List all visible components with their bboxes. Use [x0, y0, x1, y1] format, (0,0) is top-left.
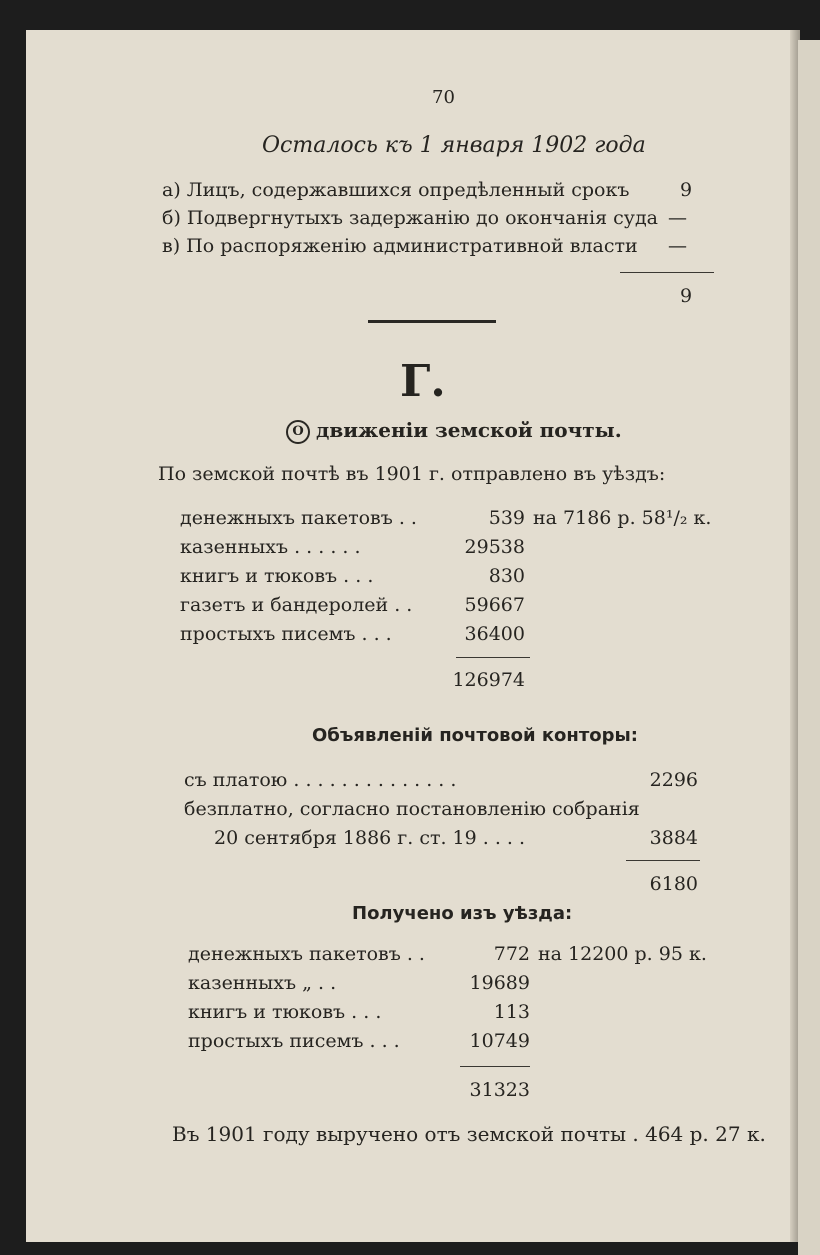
received-item-label: казенныхъ „ . .	[188, 972, 337, 994]
received-item-extra: на 12200 р. 95 к.	[538, 943, 707, 965]
remaining-value-c: —	[668, 235, 687, 257]
remaining-item-a: а) Лицъ, содержавшихся опредѣленный срокъ	[162, 179, 630, 201]
sent-item-label: книгъ и тюковъ . . .	[180, 565, 374, 587]
received-item-value: 19689	[469, 972, 530, 994]
section-title: движеніи земской почты.	[316, 418, 622, 442]
revenue-line: Въ 1901 году выручено отъ земской почты . 464 р. 27 к.	[172, 1122, 766, 1146]
ads-paid-label: съ платою . . . . . . . . . . . . . .	[184, 769, 457, 791]
received-title: Получено изъ уѣзда:	[352, 903, 573, 924]
remaining-sum-rule	[620, 272, 714, 273]
ads-sum-rule	[626, 860, 700, 861]
remaining-value-a: 9	[680, 179, 693, 201]
remaining-value-b: —	[668, 207, 687, 229]
remaining-total: 9	[680, 285, 693, 307]
section-letter: Г.	[400, 356, 446, 407]
sent-item-label: простыхъ писемъ . . .	[180, 623, 392, 645]
ads-total: 6180	[649, 873, 698, 895]
sent-sum-rule	[456, 657, 530, 658]
received-sum-rule	[460, 1066, 530, 1067]
page-number: 70	[432, 87, 455, 108]
received-item-label: денежныхъ пакетовъ . .	[188, 943, 425, 965]
received-item-value: 113	[493, 1001, 530, 1023]
remaining-title: Осталось къ 1 января 1902 года	[262, 133, 646, 158]
ads-paid-value: 2296	[649, 769, 698, 791]
next-page-edge	[798, 40, 820, 1255]
ads-title: Объявленій почтовой конторы:	[312, 725, 638, 746]
section-heading	[286, 418, 622, 444]
ornamental-o-icon: О	[286, 420, 310, 444]
sent-item-value: 29538	[464, 536, 525, 558]
sent-item-value: 36400	[464, 623, 525, 645]
ads-free-label-cont: 20 сентября 1886 г. ст. 19 . . . .	[214, 827, 526, 849]
ads-free-value: 3884	[649, 827, 698, 849]
received-item-label: простыхъ писемъ . . .	[188, 1030, 400, 1052]
sent-item-label: газетъ и бандеролей . .	[180, 594, 413, 616]
received-item-label: книгъ и тюковъ . . .	[188, 1001, 382, 1023]
sent-item-label: казенныхъ . . . . . .	[180, 536, 361, 558]
received-item-value: 10749	[469, 1030, 530, 1052]
section-divider	[368, 320, 496, 323]
ads-free-label: безплатно, согласно постановленію собранія	[184, 798, 640, 820]
sent-item-value: 830	[488, 565, 525, 587]
sent-item-value: 59667	[464, 594, 525, 616]
remaining-item-c: в) По распоряженію административной власти	[162, 235, 638, 257]
sent-item-label: денежныхъ пакетовъ . .	[180, 507, 417, 529]
sent-total: 126974	[452, 669, 525, 691]
received-total: 31323	[469, 1079, 530, 1101]
remaining-item-b: б) Подвергнутыхъ задержанію до окончанія суда	[162, 207, 658, 229]
sent-item-value: 539	[488, 507, 525, 529]
sent-intro: По земской почтѣ въ 1901 г. отправлено въ уѣздъ:	[158, 463, 666, 485]
received-item-value: 772	[493, 943, 530, 965]
sent-item-extra: на 7186 р. 58¹/₂ к.	[533, 507, 712, 529]
